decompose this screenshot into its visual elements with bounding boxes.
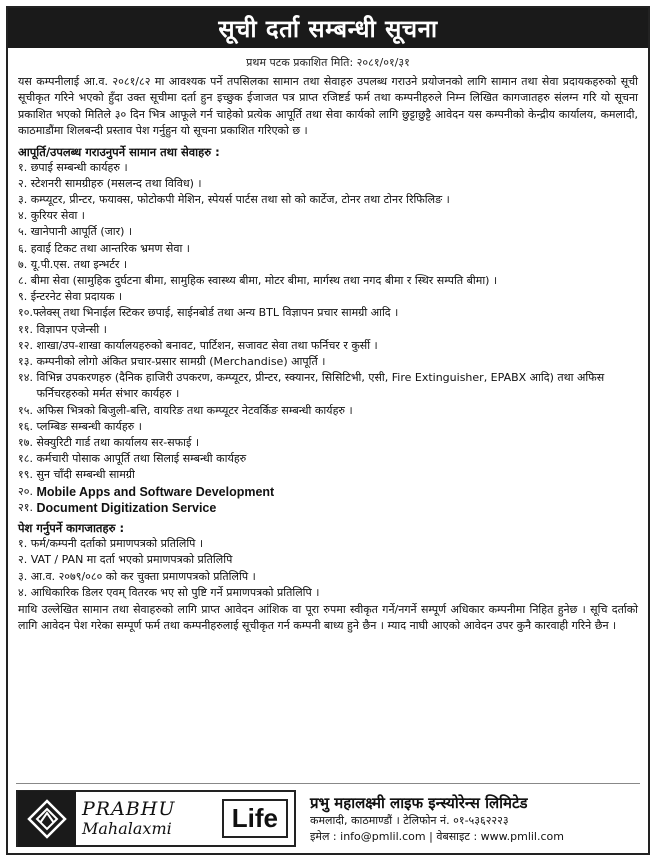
item-number: २. [18,553,31,567]
list-item [18,500,638,516]
section-goods-services-title: आपूर्ति/उपलब्ध गराउनुपर्ने सामान तथा सेवाहरु : [18,144,220,159]
item-number: १४. [18,371,37,385]
item-number: १५. [18,403,37,417]
company-contact: इमेल : info@pmlil.com | वेबसाइट : www.pmlil.com [310,829,564,843]
item-number: १२. [18,338,37,352]
item-number: १. [18,537,31,551]
item-text: कम्प्यूटर, प्रीन्टर, फयाक्स, फोटोकपी मेशिन, स्पेयर्स पार्टस तथा सो को कार्टेज, टोनर तथा टोनर रिफिलिङ । [30,193,450,207]
list-item [18,224,638,240]
intro-paragraph: यस कम्पनीलाई आ.व. २०८१/८२ मा आवश्यक पर्ने तपसिलका सामान तथा सेवाहरु उपलब्ध गराउने प्रयोजनको लागि सामान तथा सेवा प्रदायकहरुको सूची सूचीकृत गरिने भएको हुँदा उक्त सूचीमा दर्ता हुन इच्छुक ईजाजत पत्र प्राप्त रजिष्टर्ड फर्म तथा कम्पनीहरुले निम्न लिखित कागजातहरु संलग्न गरि यो सूचना प्रकाशित भएको मितिले ३० दिन भित्र आफूले गर्न चाहेको प्रत्येक आपूर्ति तथा सेवा कार्यको लागि छुट्टाछुट्टै आवेदन यस कम्पनीको केन्द्रीय कार्यालय, कमलादी, काठमाडौंमा शिलबन्दी प्रस्ताव पेश गर्नुहुन यो सूचना प्रकाशित गरिएको छ । [18,75,638,138]
list-item [18,322,638,338]
item-text: छपाई सम्बन्धी कार्यहरु । [30,160,128,174]
item-text: आ.व. २०७९/०८० को कर चुक्ता प्रमाणपत्रको प्रतिलिपि । [30,569,256,583]
item-number: १८. [18,452,37,466]
item-text: सुन चाँदी सम्बन्धी सामग्री [36,468,135,482]
item-text: Mobile Apps and Software Development [36,484,275,499]
item-text: फर्म/कम्पनी दर्ताको प्रमाणपत्रको प्रतिलिपि । [30,537,204,551]
item-number: २. [18,176,31,190]
emblem-icon [18,791,76,847]
company-info [296,790,640,847]
list-item [18,273,638,289]
brand-text [76,799,175,839]
notice-body [8,72,648,635]
item-number: ८. [18,274,31,288]
list-item [18,403,638,419]
item-number: ३. [18,193,31,207]
item-number: २०. [18,484,37,498]
item-number: ९. [18,290,31,304]
company-name: प्रभु महालक्ष्मी लाइफ इन्स्योरेन्स लिमिटेड [310,793,528,812]
list-item [18,338,638,354]
list-item [18,484,638,500]
item-number: ३. [18,569,31,583]
item-text: विभिन्न उपकरणहरु (दैनिक हाजिरी उपकरण, कम्प्यूटर, प्रीन्टर, स्क्यानर, सिसिटिभी, एसी, Fire Extinguisher, EPABX आदि) तथा अफिस फर्निचरहरुको मर्मत संभार कार्यहरु । [36,371,605,401]
item-text: खानेपानी आपूर्ति (जार) । [30,225,133,239]
list-item [18,419,638,435]
brand-line-2: Mahalaxmi [82,818,172,838]
item-text: शाखा/उप-शाखा कार्यालयहरुको बनावट, पार्टिशन, सजावट सेवा तथा फर्निचर र कुर्सी । [36,338,378,352]
item-text: फ्लेक्स् तथा भिनाईल स्टिकर छपाई, साईनबोर्ड तथा अन्य BTL विज्ञापन प्रचार सामग्री आदि । [32,306,399,320]
item-text: सेक्युरिटी गार्ड तथा कार्यालय सर-सफाई । [36,436,200,450]
item-number: १३. [18,355,37,369]
list-item [18,289,638,305]
closing-paragraph: माथि उल्लेखित सामान तथा सेवाहरुको लागि प्राप्त आवेदन आंशिक वा पूरा रुपमा स्वीकृत गर्ने/नगर्ने सम्पूर्ण अधिकार कम्पनीमा निहित हुनेछ । सूचि दर्ताको लागि आवेदन पेश गरेका सम्पूर्ण फर्म तथा कम्पनीहरुलाई सूचीकृत गर्न कम्पनी बाध्य हुने छैन । म्याद नाघी आएको आवेदन उपर कुनै कारवाही गरिने छैन । [18,602,638,633]
list-item [18,354,638,370]
notice-title: सूची दर्ता सम्बन्धी सूचना [8,8,648,48]
list-item [18,257,638,273]
goods-services-list [18,160,638,516]
item-text: आधिकारिक डिलर एवम् वितरक भए सो पुष्टि गर्ने प्रमाणपत्रको प्रतिलिपि । [30,585,320,599]
item-text: विज्ञापन एजेन्सी । [36,322,107,336]
item-number: १९. [18,468,37,482]
footer [16,783,640,847]
section-documents-title: पेश गर्नुपर्ने कागजातहरु : [18,521,125,536]
company-logo [16,790,296,847]
list-item [18,451,638,467]
item-text: कम्पनीको लोगो अंकित प्रचार-प्रसार सामग्री (Merchandise) आपूर्ति । [36,355,326,369]
item-number: ५. [18,225,31,239]
list-item [18,192,638,208]
item-number: ४. [18,209,31,223]
item-text: अफिस भित्रको बिजुली-बत्ति, वायरिङ तथा कम्प्यूटर नेटवर्किङ सम्बन्धी कार्यहरु । [36,403,353,417]
company-address: कमलादी, काठमाण्डौं । टेलिफोन नं. ०१-५३६२२२३ [310,813,509,827]
notice [6,6,650,855]
item-text: ईन्टरनेट सेवा प्रदायक । [30,290,123,304]
item-text: बीमा सेवा (सामुहिक दुर्घटना बीमा, सामुहिक स्वास्थ्य बीमा, मोटर बीमा, मार्गस्थ तथा नगद बीमा र स्थिर सम्पति बीमा) । [30,274,498,288]
item-text: VAT / PAN मा दर्ता भएको प्रमाणपत्रको प्रतिलिपि [30,553,233,567]
item-text: कर्मचारी पोसाक आपूर्ति तथा सिलाई सम्बन्धी कार्यहरु [36,452,247,466]
list-item [18,585,638,601]
item-number: १. [18,160,31,174]
item-text: प्लम्बिङ सम्बन्धी कार्यहरु । [36,419,142,433]
list-item [18,208,638,224]
item-text: Document Digitization Service [36,500,217,515]
list-item [18,176,638,192]
item-number: १०. [18,306,33,320]
list-item [18,536,638,552]
list-item [18,305,638,321]
publication-date: प्रथम पटक प्रकाशित मिति: २०८१/०१/३१ [246,56,410,69]
item-number: २१. [18,500,37,514]
item-number: ४. [18,585,31,599]
item-text: हवाई टिकट तथा आन्तरिक भ्रमण सेवा । [30,241,190,255]
documents-list [18,536,638,601]
list-item [18,569,638,585]
list-item [18,160,638,176]
item-number: १७. [18,436,37,450]
brand-line-1: PRABHU [82,797,176,820]
item-number: ११. [18,322,37,336]
item-text: स्टेशनरी सामग्रीहरु (मसलन्द तथा विविध) । [30,176,202,190]
list-item [18,241,638,257]
list-item [18,467,638,483]
list-item [18,435,638,451]
item-number: ६. [18,241,31,255]
item-text: यू.पी.एस. तथा इन्भर्टर । [30,257,128,271]
list-item [18,552,638,568]
item-number: १६. [18,419,37,433]
brand-life: Life [222,799,288,838]
list-item [18,370,638,402]
item-number: ७. [18,257,31,271]
item-text: कुरियर सेवा । [30,209,85,223]
